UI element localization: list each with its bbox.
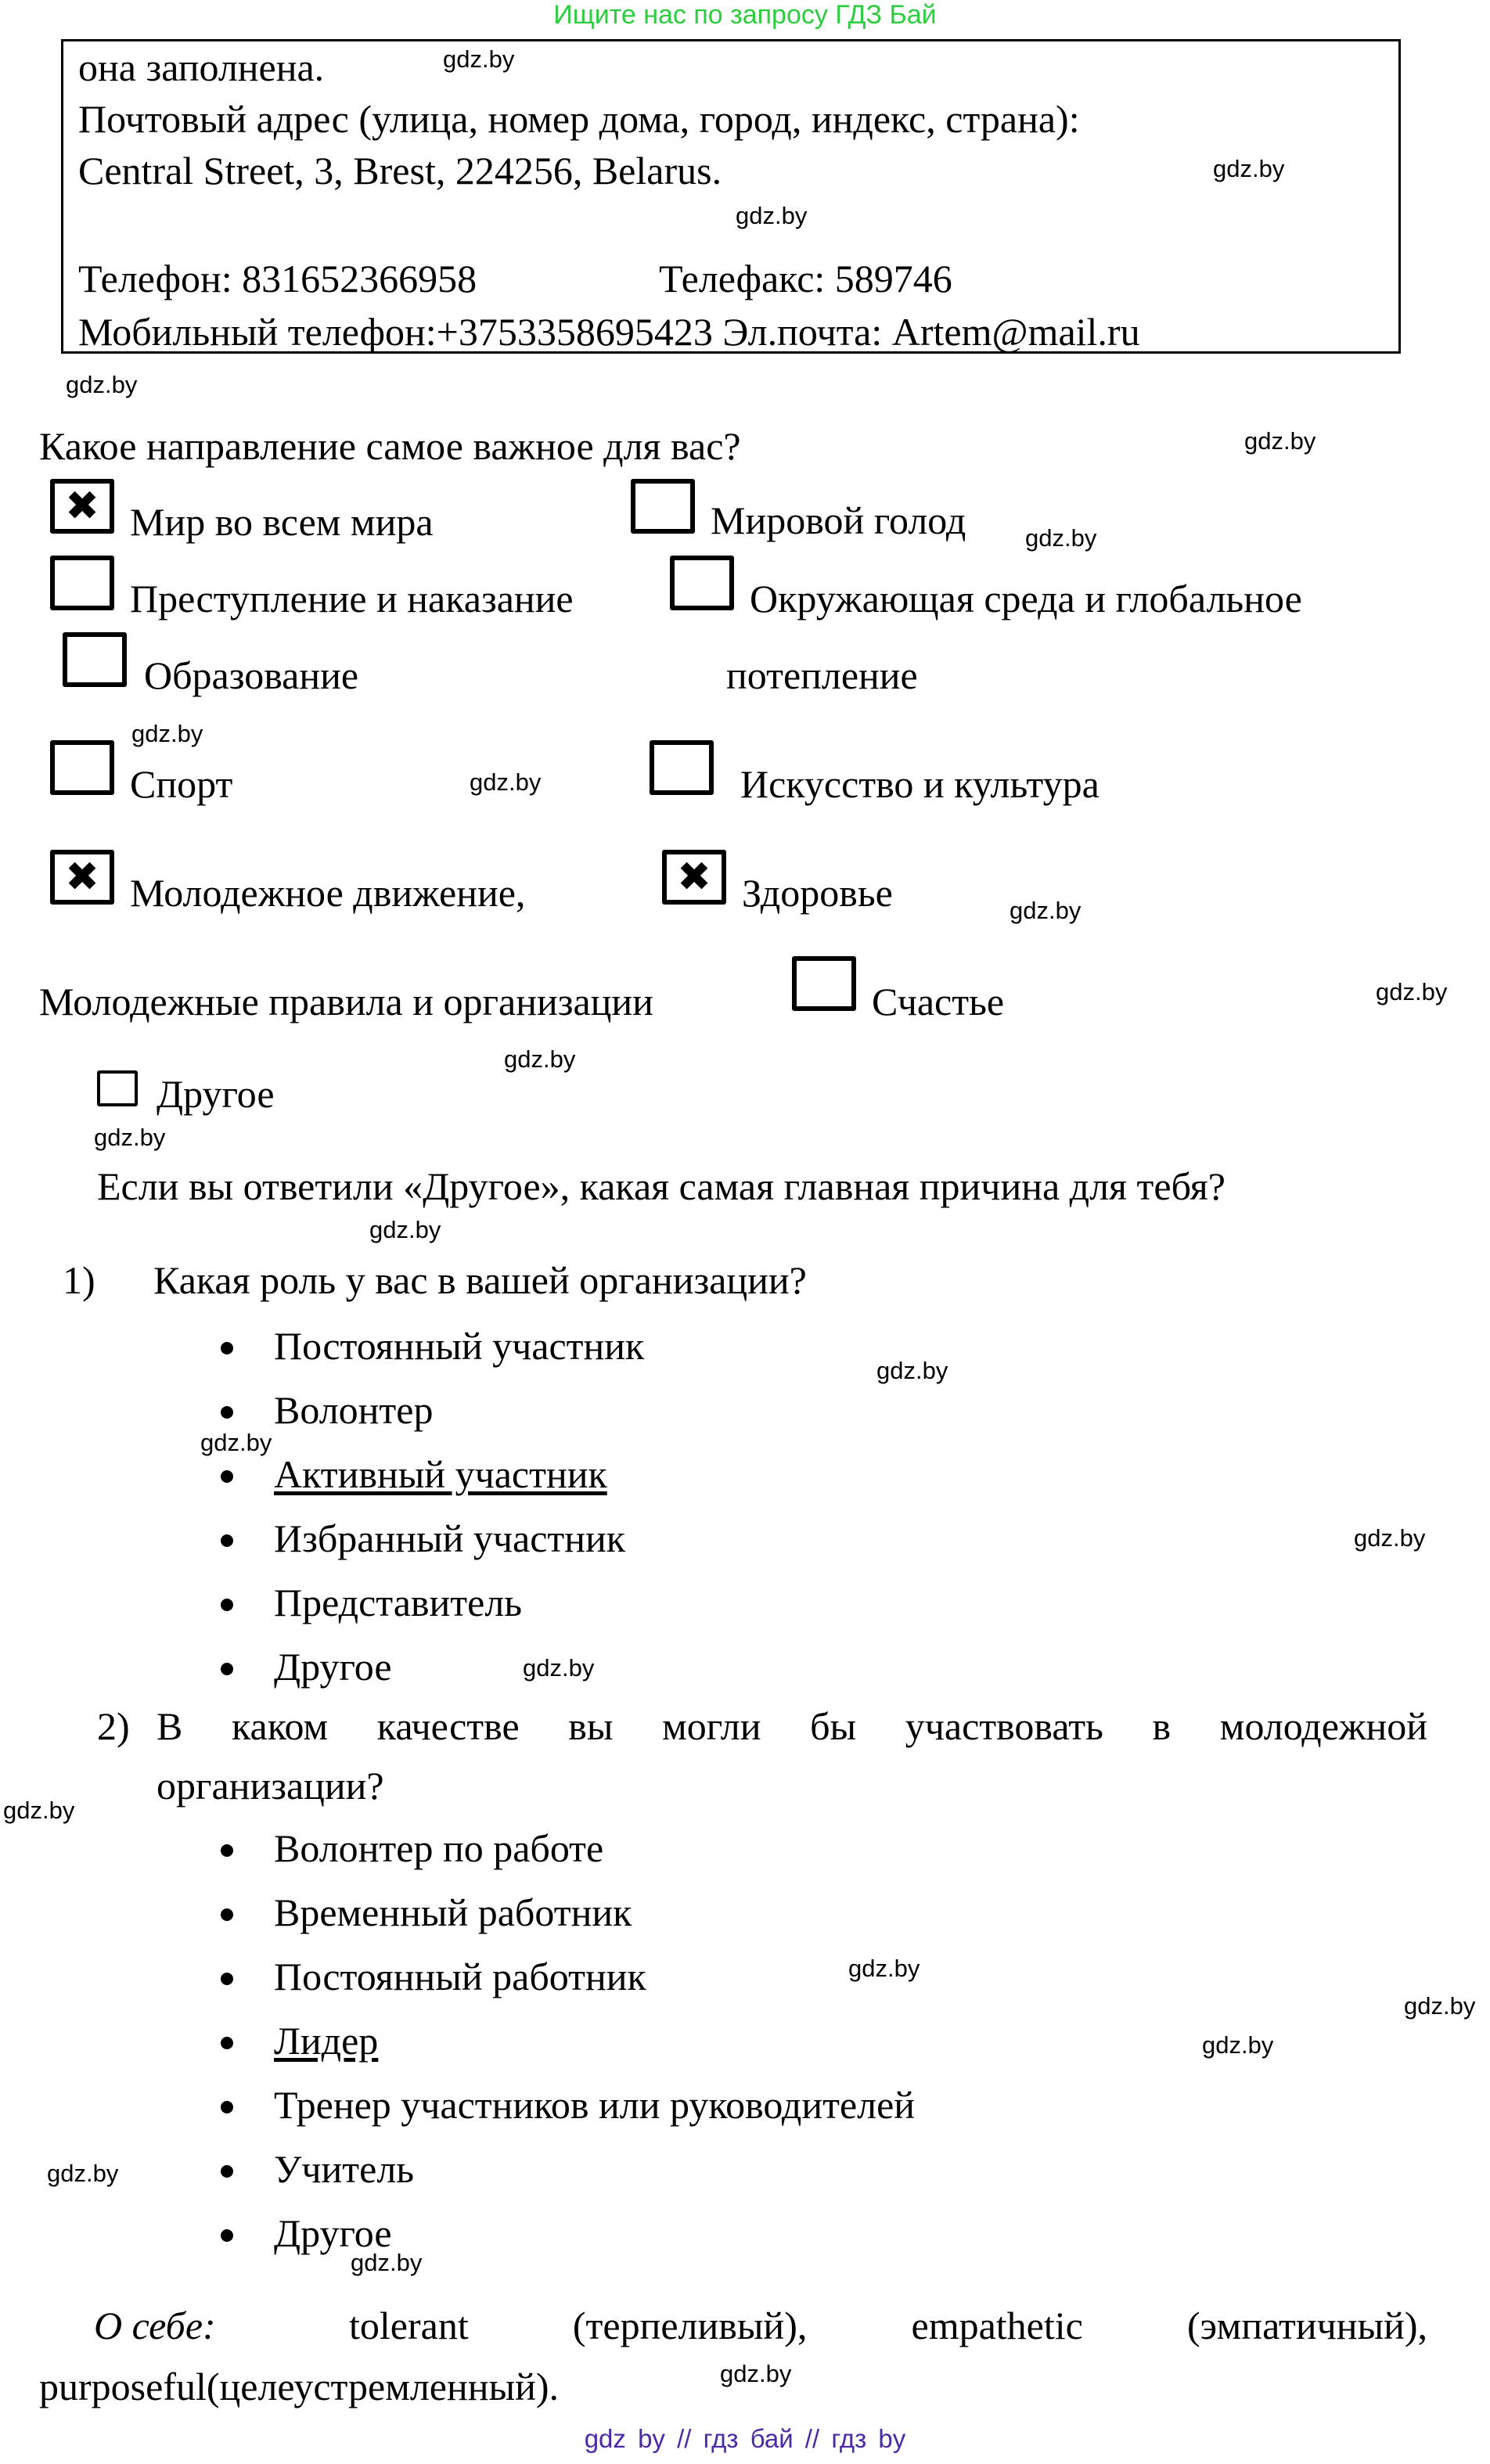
option-mir-label: Мир во всем мира bbox=[130, 500, 434, 544]
mobile-email-text: Мобильный телефон:+3753358695423 Эл.почта: Artem@mail.ru bbox=[78, 310, 1140, 354]
option-other-label: Другое bbox=[157, 1072, 275, 1116]
q2-item: Учитель bbox=[274, 2147, 415, 2191]
q1-item-selected: Активный участник bbox=[274, 1452, 607, 1496]
q1-item: Избранный участник bbox=[274, 1516, 626, 1560]
q2-item: Постоянный работник bbox=[274, 1955, 646, 1998]
q2-item: Другое bbox=[274, 2211, 392, 2255]
checkbox-env[interactable] bbox=[670, 556, 734, 610]
option-youth-label: Молодежное движение, bbox=[130, 871, 526, 915]
watermark: gdz.by bbox=[470, 768, 542, 796]
q2-item-selected: Лидер bbox=[274, 2019, 379, 2063]
bullet-icon bbox=[221, 1908, 233, 1921]
header-banner[interactable]: Ищите нас по запросу ГДЗ Бай bbox=[553, 0, 937, 30]
bullet-icon bbox=[221, 1342, 233, 1354]
bullet-icon bbox=[221, 1973, 233, 1985]
about-line1: tolerant (терпеливый), empathetic (эмпатичный), bbox=[349, 2304, 1427, 2347]
option-edu-label: Образование bbox=[144, 653, 359, 697]
check-x-icon: ✖ bbox=[677, 854, 711, 901]
watermark: gdz.by bbox=[351, 2249, 423, 2276]
checkbox-edu[interactable] bbox=[63, 632, 127, 687]
checkbox-happy[interactable] bbox=[792, 956, 856, 1011]
watermark: gdz.by bbox=[1404, 1992, 1476, 2020]
question-direction: Какое направление самое важное для вас? bbox=[39, 424, 741, 468]
q1-text: Какая роль у вас в вашей организации? bbox=[153, 1258, 807, 1302]
option-health-label: Здоровье bbox=[742, 871, 893, 915]
option-youth-label-cont: Молодежные правила и организации bbox=[39, 980, 653, 1023]
checkbox-art[interactable] bbox=[650, 740, 714, 795]
option-env-label: Окружающая среда и глобальное bbox=[750, 577, 1302, 620]
bullet-icon bbox=[221, 2037, 233, 2049]
q2-item: Тренер участников или руководителей bbox=[274, 2083, 916, 2127]
watermark: gdz.by bbox=[523, 1654, 595, 1682]
watermark: gdz.by bbox=[443, 45, 515, 73]
checkbox-other[interactable] bbox=[97, 1070, 138, 1106]
watermark: gdz.by bbox=[1376, 978, 1448, 1005]
watermark: gdz.by bbox=[94, 1124, 166, 1151]
q2-item: Временный работник bbox=[274, 1890, 632, 1934]
q2-text-line2: организации? bbox=[157, 1764, 384, 1808]
bullet-icon bbox=[221, 1534, 233, 1547]
watermark: gdz.by bbox=[1244, 427, 1316, 455]
watermark: gdz.by bbox=[1010, 897, 1082, 924]
option-golod-label: Мировой голод bbox=[711, 498, 966, 542]
watermark: gdz.by bbox=[47, 2160, 119, 2187]
watermark: gdz.by bbox=[66, 371, 138, 398]
q1-item: Представитель bbox=[274, 1581, 523, 1624]
bullet-icon bbox=[221, 2229, 233, 2242]
about-label: О себе: bbox=[94, 2304, 216, 2347]
checkbox-crime[interactable] bbox=[50, 556, 114, 610]
option-sport-label: Спорт bbox=[130, 762, 233, 806]
watermark: gdz.by bbox=[131, 720, 203, 747]
q1-number: 1) bbox=[63, 1258, 95, 1302]
check-x-icon: ✖ bbox=[65, 854, 99, 901]
watermark: gdz.by bbox=[876, 1357, 948, 1384]
bullet-icon bbox=[221, 1599, 233, 1611]
option-env-label-cont: потепление bbox=[726, 653, 918, 697]
checkbox-health[interactable] bbox=[662, 850, 726, 905]
checkbox-golod[interactable] bbox=[631, 479, 695, 534]
bullet-icon bbox=[221, 2165, 233, 2178]
watermark: gdz.by bbox=[504, 1045, 576, 1073]
bullet-icon bbox=[221, 2101, 233, 2113]
watermark: gdz.by bbox=[1025, 524, 1097, 552]
option-happy-label: Счастье bbox=[872, 980, 1005, 1023]
q2-text-line1: В каком качестве вы могли бы участвовать в молодежной bbox=[157, 1704, 1427, 1748]
q1-item: Другое bbox=[274, 1645, 392, 1689]
checkbox-mir[interactable] bbox=[50, 479, 114, 534]
watermark: gdz.by bbox=[720, 2360, 792, 2387]
question-other: Если вы ответили «Другое», какая самая главная причина для тебя? bbox=[97, 1164, 1225, 1208]
watermark: gdz.by bbox=[1354, 1524, 1426, 1552]
watermark: gdz.by bbox=[3, 1797, 75, 1824]
watermark: gdz.by bbox=[369, 1216, 441, 1243]
watermark: gdz.by bbox=[1202, 2031, 1274, 2059]
watermark: gdz.by bbox=[736, 202, 808, 229]
phone-text: Телефон: 831652366958 bbox=[78, 257, 477, 300]
fax-text: Телефакс: 589746 bbox=[659, 257, 952, 300]
q1-item: Постоянный участник bbox=[274, 1324, 645, 1368]
check-x-icon: ✖ bbox=[65, 483, 99, 530]
address-value: Central Street, 3, Brest, 224256, Belarus. bbox=[78, 149, 722, 192]
bullet-icon bbox=[221, 1844, 233, 1857]
about-line2: purposeful(целеустремленный). bbox=[39, 2365, 559, 2408]
watermark: gdz.by bbox=[1213, 155, 1285, 182]
info-line-filled: она заполнена. bbox=[78, 45, 325, 89]
bullet-icon bbox=[221, 1663, 233, 1675]
address-label: Почтовый адрес (улица, номер дома, город, индекс, страна): bbox=[78, 97, 1080, 141]
checkbox-youth[interactable] bbox=[50, 850, 114, 905]
watermark: gdz.by bbox=[200, 1429, 272, 1456]
option-art-label: Искусство и культура bbox=[740, 762, 1100, 806]
q2-item: Волонтер по работе bbox=[274, 1826, 604, 1870]
option-crime-label: Преступление и наказание bbox=[130, 577, 574, 620]
watermark: gdz.by bbox=[848, 1955, 920, 1982]
bullet-icon bbox=[221, 1470, 233, 1483]
footer-links[interactable]: gdz by // гдз бай // гдз by bbox=[584, 2424, 906, 2453]
checkbox-sport[interactable] bbox=[50, 740, 114, 795]
q1-item: Волонтер bbox=[274, 1388, 434, 1432]
q2-number: 2) bbox=[97, 1704, 130, 1748]
bullet-icon bbox=[221, 1406, 233, 1419]
